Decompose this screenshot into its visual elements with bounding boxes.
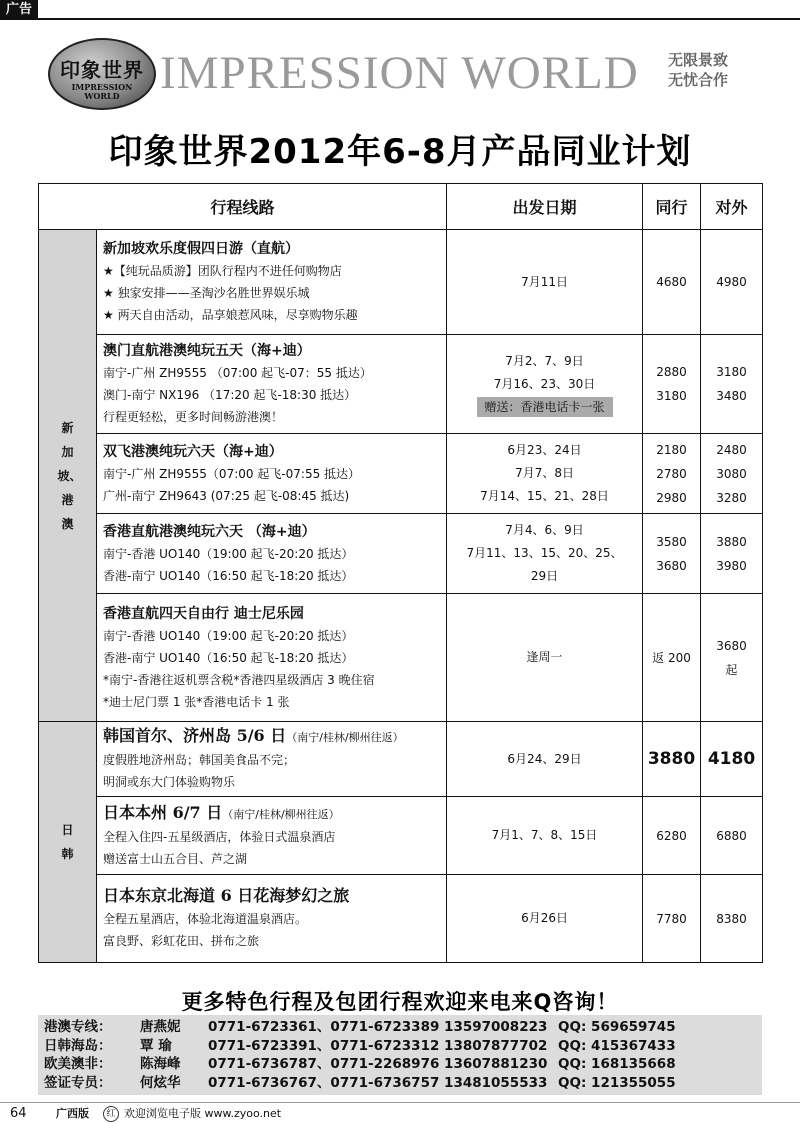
table-row <box>39 797 763 875</box>
date-line: 6月24、29日 <box>507 751 582 766</box>
contact-name: 陈海峰 <box>140 1056 181 1072</box>
header-date: 出发日期 <box>447 184 643 230</box>
edition-label: 广西版 <box>56 1107 89 1120</box>
call-to-action: 更多特色行程及包团行程欢迎来电来Q咨询！ <box>181 990 619 1014</box>
brand-logo <box>48 38 156 110</box>
route-title: 香港直航港澳纯玩六天 （海+迪） <box>103 523 316 540</box>
table-row <box>39 335 763 434</box>
date-line: 7月1、7、8、15日 <box>491 828 598 842</box>
date-line: 7月11日 <box>521 274 568 289</box>
contact-qq: QQ: 569659745 <box>558 1019 676 1035</box>
table-row <box>39 434 763 514</box>
contact-phones: 0771-6736767、0771-6736757 13481055533 <box>208 1074 548 1091</box>
retail-price-cell <box>701 594 763 722</box>
retail-price-cell <box>701 434 763 514</box>
website-link[interactable]: 欢迎浏览电子版 www.zyoo.net <box>124 1107 282 1120</box>
logo-cn: 印象世界 <box>60 58 144 82</box>
retail-price: 3280 <box>716 490 747 505</box>
retail-price-cell <box>701 514 763 594</box>
date-line: 7月2、7、9日 <box>505 353 584 368</box>
date-line: 6月23、24日 <box>507 443 582 457</box>
header-retail: 对外 <box>701 184 763 230</box>
date-line: 7月7、8日 <box>515 466 574 480</box>
ad-tag-bar <box>0 0 800 20</box>
route-title: 澳门直航港澳纯玩五天（海+迪） <box>103 343 311 359</box>
route-line: 南宁-广州 ZH9555（07:00 起飞-07:55 抵达） <box>103 466 361 481</box>
page-number: 64 <box>10 1106 27 1121</box>
header-peer: 同行 <box>643 184 701 230</box>
header-route: 行程线路 <box>39 184 447 230</box>
contact-label: 欧美澳非： <box>44 1056 112 1072</box>
route-cell <box>97 335 447 434</box>
peer-price: 2980 <box>656 490 687 505</box>
route-line: 南宁-香港 UO140（19:00 起飞-20:20 抵达） <box>103 546 354 561</box>
date-cell <box>447 797 643 875</box>
table-row <box>39 514 763 594</box>
product-table <box>38 183 763 963</box>
date-line: 逢周一 <box>526 650 563 664</box>
retail-price: 6880 <box>716 828 747 843</box>
date-cell <box>447 335 643 434</box>
contact-row <box>44 1074 756 1093</box>
peer-price-cell <box>643 434 701 514</box>
page-footer <box>0 1102 800 1124</box>
peer-price: 3580 <box>656 534 687 549</box>
retail-price: 3680 <box>716 638 747 653</box>
date-line: 29日 <box>530 569 559 583</box>
peer-price-cell <box>643 514 701 594</box>
table-row <box>39 230 763 335</box>
route-cell <box>97 875 447 963</box>
route-title-text: 韩国首尔、济州岛 5/6 日 <box>103 726 287 745</box>
route-line: 度假胜地济州岛；韩国美食品不完； <box>103 753 296 767</box>
route-title-text: 日本东京北海道 6 日花海梦幻之旅 <box>103 886 350 905</box>
ad-tag-label: 广告 <box>0 0 38 20</box>
retail-price: 3980 <box>716 558 747 573</box>
contact-name: 何炫华 <box>140 1074 181 1091</box>
retail-price-cell <box>701 230 763 335</box>
route-line: 南宁-香港 UO140（19:00 起飞-20:20 抵达） <box>103 628 354 643</box>
retail-price: 8380 <box>716 911 747 926</box>
route-line: 赠送富士山五合目、芦之湖 <box>103 851 248 866</box>
red-badge-icon: 红 <box>103 1106 119 1122</box>
contact-qq: QQ: 121355055 <box>558 1074 676 1091</box>
region-label: 日韩 <box>61 823 74 861</box>
contact-qq: QQ: 168135668 <box>558 1056 676 1072</box>
region-cell <box>39 230 97 722</box>
brand-header <box>0 28 800 118</box>
date-cell <box>447 722 643 797</box>
peer-price: 6280 <box>656 828 687 843</box>
logo-en-line2: WORLD <box>84 91 120 101</box>
route-title-note: （南宁/桂林/柳州往返） <box>286 731 404 744</box>
peer-price-cell <box>643 875 701 963</box>
route-cell <box>97 594 447 722</box>
route-line: *南宁-香港往返机票含税*香港四星级酒店 3 晚住宿 <box>103 672 375 687</box>
retail-price-cell <box>701 722 763 797</box>
contact-phones: 0771-6736787、0771-2268976 13607881230 <box>208 1056 548 1072</box>
retail-price: 4180 <box>707 749 756 769</box>
table-row <box>39 875 763 963</box>
peer-price: 3880 <box>647 749 696 769</box>
retail-price: 3480 <box>716 389 747 403</box>
peer-price: 7780 <box>656 911 687 926</box>
date-cell <box>447 514 643 594</box>
route-line: 香港-南宁 UO140（16:50 起飞-18:20 抵达） <box>103 568 354 583</box>
route-title: 香港直航四天自由行 迪士尼乐园 <box>103 605 304 622</box>
peer-price: 返 200 <box>652 650 691 665</box>
region-cell <box>39 722 97 963</box>
table-row <box>39 594 763 722</box>
route-title-note: （南宁/桂林/柳州往返） <box>222 807 340 821</box>
contact-label: 签证专员： <box>44 1074 112 1091</box>
brand-slogan <box>668 50 728 90</box>
route-line: 全程五星酒店，体验北海道温泉酒店。 <box>103 912 308 926</box>
date-line: 7月4、6、9日 <box>505 523 584 537</box>
slogan-line1: 无限景致 <box>668 51 729 69</box>
contact-row <box>44 1018 756 1037</box>
contact-name: 唐燕妮 <box>140 1019 181 1035</box>
gift-badge: 赠送：香港电话卡一张 <box>477 397 613 417</box>
route-title: 双飞港澳纯玩六天（海+迪） <box>103 443 283 460</box>
retail-price-cell <box>701 875 763 963</box>
logo-en-line1: IMPRESSION <box>71 82 133 92</box>
table-row <box>39 722 763 797</box>
peer-price-cell <box>643 722 701 797</box>
region-label: 新加坡、港澳 <box>57 420 82 531</box>
date-line: 6月26日 <box>521 911 568 925</box>
route-cell <box>97 230 447 335</box>
route-cell <box>97 722 447 797</box>
contact-name: 覃 瑜 <box>140 1037 172 1054</box>
route-line: 富良野、彩虹花田、拼布之旅 <box>103 934 260 948</box>
route-line: ★ 独家安排——圣淘沙名胜世界娱乐城 <box>103 286 310 300</box>
retail-price: 3880 <box>716 534 747 549</box>
peer-price-cell <box>643 335 701 434</box>
page-title: 印象世界2012年6-8月产品同业计划 <box>108 132 692 172</box>
contact-row <box>44 1055 756 1074</box>
route-title: 新加坡欢乐度假四日游（直航） <box>103 241 299 257</box>
peer-price-cell <box>643 797 701 875</box>
peer-price: 3680 <box>656 558 687 573</box>
date-line: 7月14、15、21、28日 <box>480 489 609 503</box>
route-line: 全程入住四-五星级酒店，体验日式温泉酒店 <box>103 829 336 844</box>
route-line: 明洞或东大门体验购物乐 <box>103 775 236 789</box>
peer-price-cell <box>643 230 701 335</box>
date-line: 7月11、13、15、20、25、 <box>466 546 623 560</box>
contact-row <box>44 1037 756 1056</box>
route-line: 南宁-广州 ZH9555 （07:00 起飞-07：55 抵达） <box>103 366 372 380</box>
contact-qq: QQ: 415367433 <box>558 1037 676 1054</box>
date-cell <box>447 434 643 514</box>
route-title-text: 日本本州 6/7 日 <box>103 802 223 822</box>
date-cell <box>447 230 643 335</box>
contact-panel <box>38 1015 762 1095</box>
contact-label: 日韩海岛： <box>44 1037 112 1054</box>
route-line: 广州-南宁 ZH9643 (07:25 起飞-08:45 抵达) <box>103 488 350 503</box>
peer-price: 3180 <box>656 389 687 403</box>
route-line: 澳门-南宁 NX196 （17:20 起飞-18:30 抵达） <box>103 388 357 402</box>
route-line: ★【纯玩品质游】团队行程内不进任何购物店 <box>103 264 342 278</box>
date-cell <box>447 875 643 963</box>
date-line: 7月16、23、30日 <box>493 376 596 391</box>
route-title <box>103 885 440 908</box>
slogan-line2: 无忧合作 <box>668 71 729 89</box>
peer-price-cell <box>643 594 701 722</box>
route-line: ★ 两天自由活动，品享娘惹风味，尽享购物乐趣 <box>103 308 358 322</box>
contact-label: 港澳专线： <box>44 1019 112 1035</box>
route-line: 行程更轻松，更多时间畅游港澳！ <box>103 410 284 424</box>
retail-price: 起 <box>725 662 738 677</box>
route-title <box>103 802 440 826</box>
retail-price: 3180 <box>716 365 747 379</box>
peer-price: 4680 <box>656 275 687 289</box>
peer-price: 2180 <box>656 442 687 457</box>
peer-price: 2780 <box>656 466 687 481</box>
retail-price-cell <box>701 797 763 875</box>
route-line: *迪士尼门票 1 张*香港电话卡 1 张 <box>103 694 290 709</box>
brand-name-en: IMPRESSION WORLD <box>160 47 639 99</box>
table-header-row <box>39 184 763 230</box>
retail-price: 2480 <box>716 442 747 457</box>
retail-price: 3080 <box>716 466 747 481</box>
contact-phones: 0771-6723361、0771-6723389 13597008223 <box>208 1019 548 1035</box>
retail-price: 4980 <box>716 275 747 289</box>
contact-phones: 0771-6723391、0771-6723312 13807877702 <box>208 1037 548 1054</box>
route-title <box>103 725 440 749</box>
peer-price: 2880 <box>656 365 687 379</box>
route-cell <box>97 797 447 875</box>
route-cell <box>97 514 447 594</box>
route-line: 香港-南宁 UO140（16:50 起飞-18:20 抵达） <box>103 650 354 665</box>
retail-price-cell <box>701 335 763 434</box>
route-cell <box>97 434 447 514</box>
date-cell <box>447 594 643 722</box>
